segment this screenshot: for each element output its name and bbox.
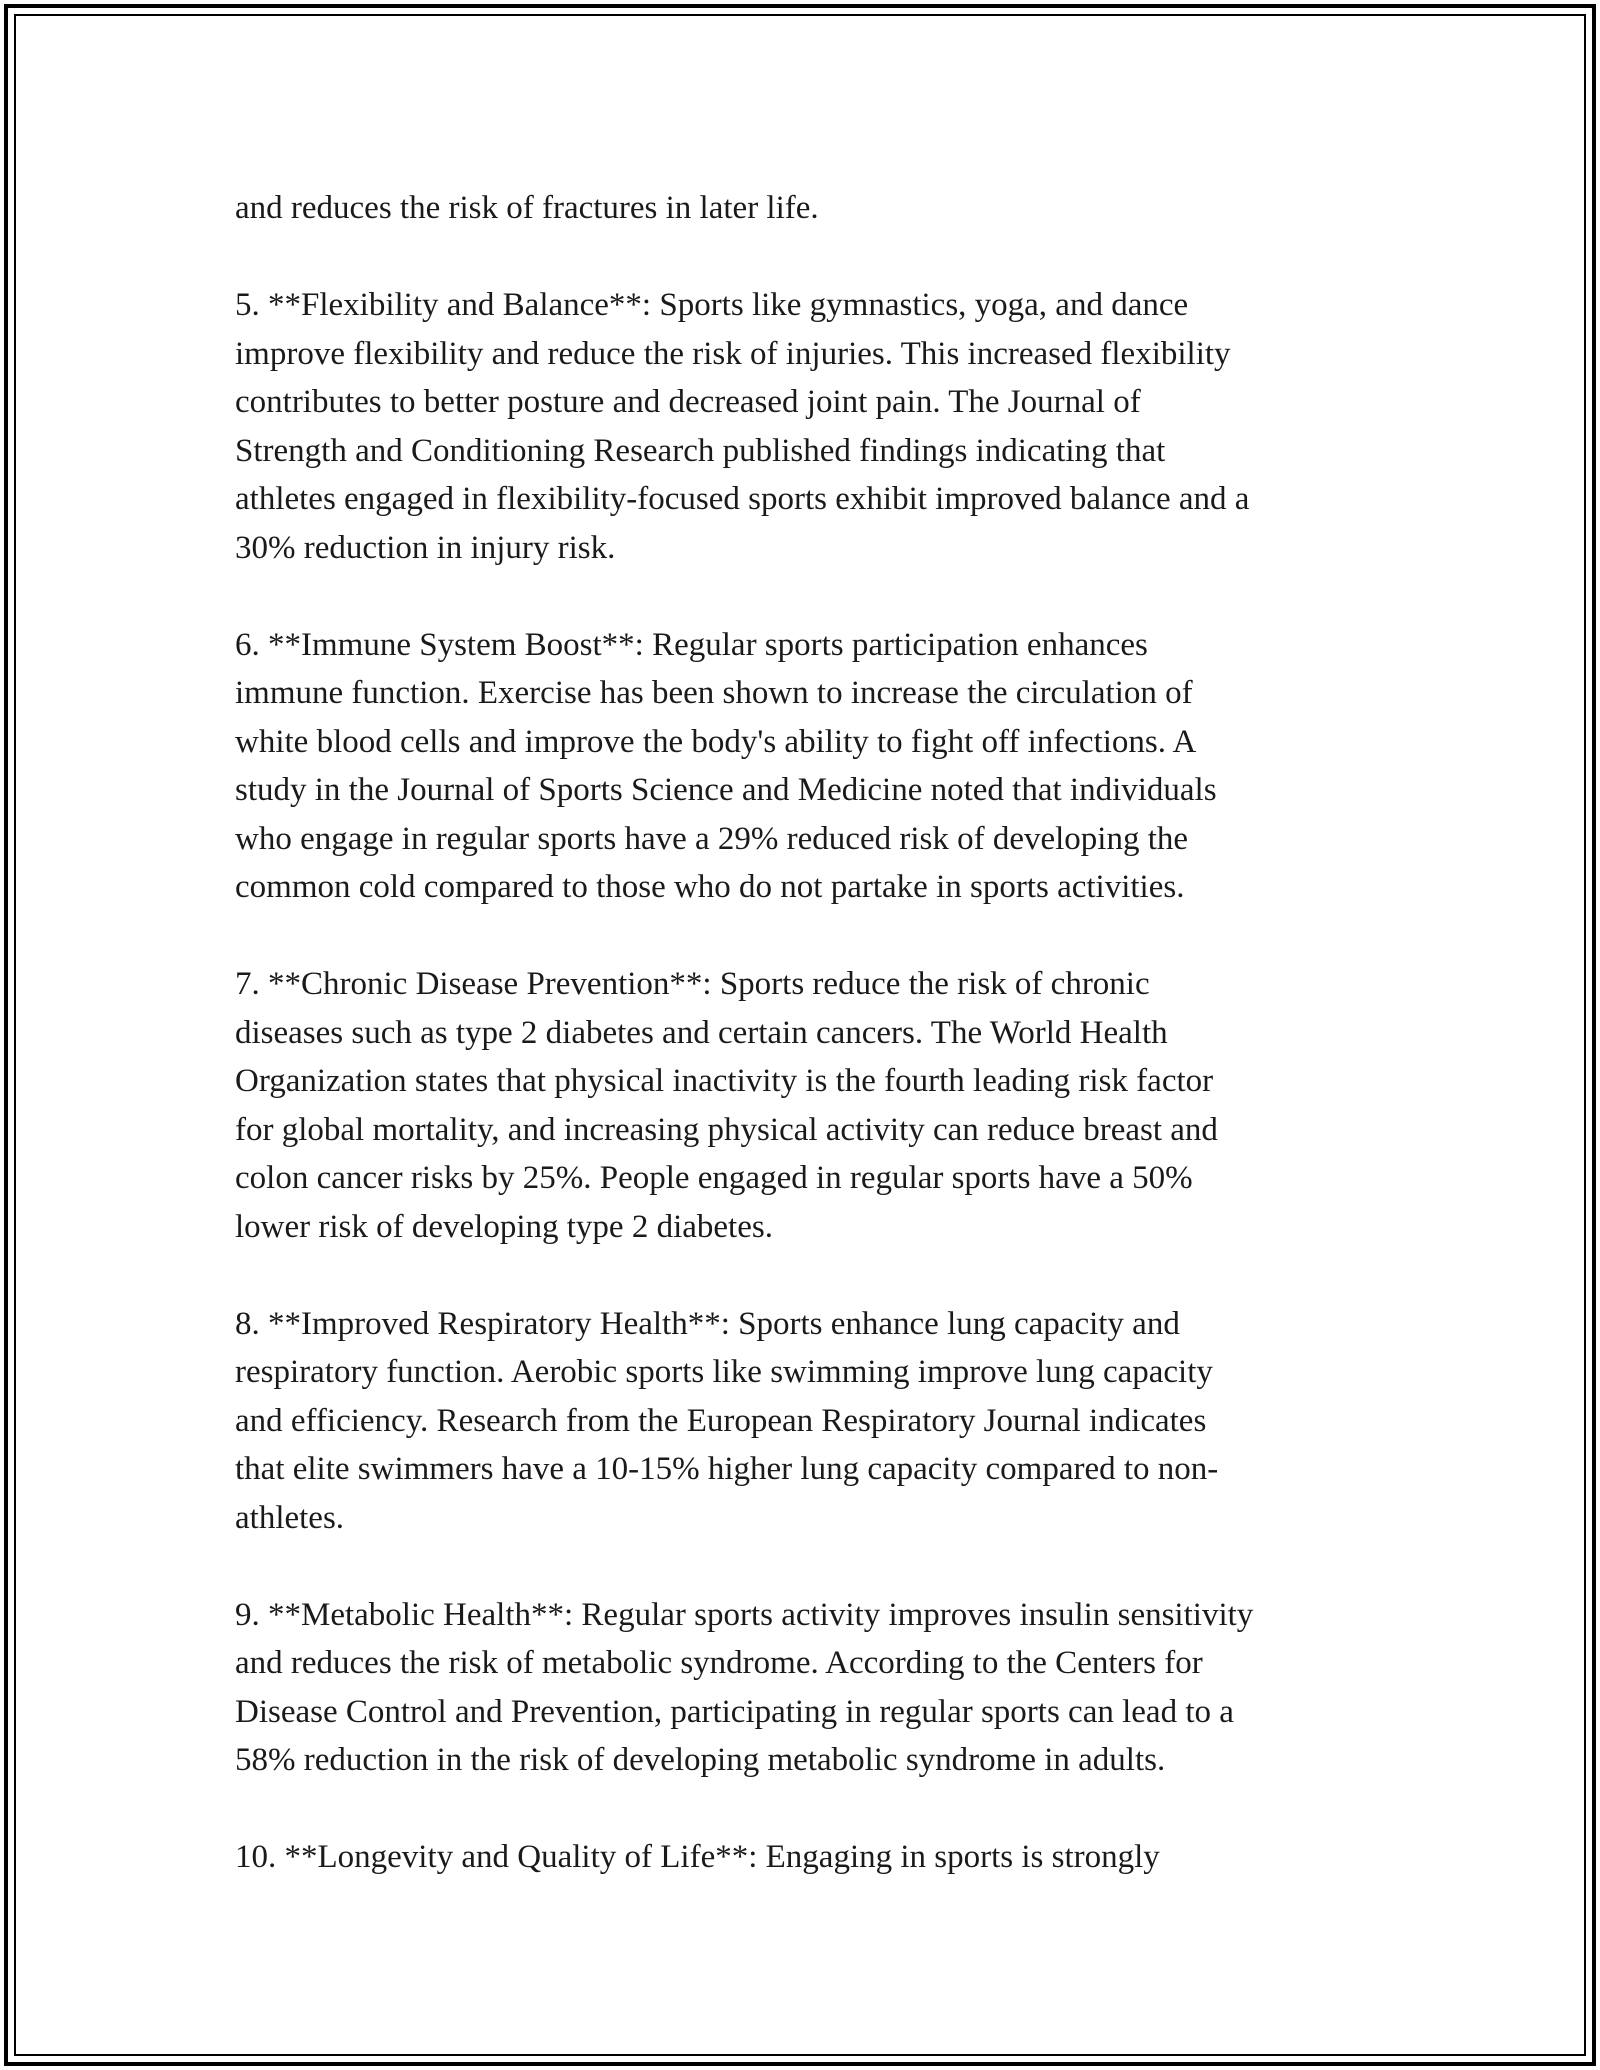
paragraph-flexibility-balance: 5. **Flexibility and Balance**: Sports like gymnastics, yoga, and dance improve flexibility and reduce the risk of injuries. This increased flexibility contributes to better posture and decreased joint pain. The Journal of Strength and Conditioning Research published findings indicating that athletes engaged in flexibility-focused sports exhibit improved balance and a 30% reduction in injury risk.	[235, 287, 1250, 566]
paragraph-immune-system: 6. **Immune System Boost**: Regular sports participation enhances immune function. Exercise has been shown to increase the circulation of white blood cells and improve the body's ability to fight off infections. A study in the Journal of Sports Science and Medicine noted that individuals who engage in regular sports have a 29% reduced risk of developing the common cold compared to those who do not partake in sports activities.	[235, 626, 1217, 905]
paragraph-chronic-disease: 7. **Chronic Disease Prevention**: Sports reduce the risk of chronic diseases such as type 2 diabetes and certain cancers. The World Health Organization states that physical inactivity is the fourth leading risk factor for global mortality, and increasing physical activity can reduce breast and colon cancer risks by 25%. People engaged in regular sports have a 50% lower risk of developing type 2 diabetes.	[235, 966, 1218, 1245]
paragraph-respiratory-health: 8. **Improved Respiratory Health**: Sports enhance lung capacity and respiratory function. Aerobic sports like swimming improve lung capacity and efficiency. Research from the European Respiratory Journal indicates that elite swimmers have a 10-15% higher lung capacity compared to non- athletes.	[235, 1305, 1219, 1536]
paragraph-metabolic-health: 9. **Metabolic Health**: Regular sports activity improves insulin sensitivity and reduces the risk of metabolic syndrome. According to the Centers for Disease Control and Prevention, participating in regular sports can lead to a 58% reduction in the risk of developing metabolic syndrome in adults.	[235, 1596, 1254, 1778]
paragraph-longevity: 10. **Longevity and Quality of Life**: Engaging in sports is strongly	[235, 1839, 1160, 1875]
paragraph-continuation: and reduces the risk of fractures in later life.	[235, 190, 819, 226]
document-body	[235, 184, 1375, 1882]
